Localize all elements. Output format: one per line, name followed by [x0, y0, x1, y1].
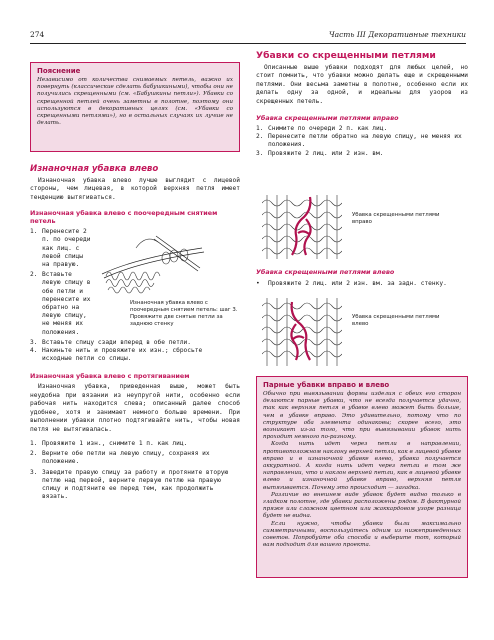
paragraph-twisted-decreases: Описанные выше убавки подходят для любых целей, но стоит помнить, что убавки можно делать еще и скрещенными петлями. Они весьма заметны в полотне, особенно если их делать одну за одной, и идеальны для узоров из скрещенных петель.: [256, 64, 468, 105]
heading-twisted-decreases: Убавки со скрещенными петлями: [256, 50, 436, 61]
twist-steps: [30, 440, 240, 501]
paired-decreases-box: [256, 376, 468, 578]
step-item: 1. Снимите по очереди 2 п. как лиц.: [256, 125, 388, 133]
step-item: 3. Провяжите 2 лиц. или 2 изн. вм.: [256, 149, 384, 157]
heading-twist-decrease: Изнаночная убавка влево с протягиванием: [30, 372, 190, 381]
note-box-text: Независимо от количества снимаемых петель, важно их повернуть (классические сделать бабушкиными), чтобы они не получились скрещенными (см. «Бабушкины петли»). Убавки со скрещенной петлей очень заметны в полотне, поэтому они используются в декоративных целях (см. «Убавки со скрещенными петлями»), но в остальных случаях их лучше не делать.: [37, 77, 233, 127]
note-box-title: Пояснение: [37, 67, 81, 75]
header-rule: [30, 43, 466, 44]
heading-alternate-slip: Изнаночная убавка влево с поочередным снятием петель: [30, 209, 218, 226]
heading-twisted-right: Убавка скрещенными петлями вправо: [256, 114, 399, 123]
note-box: [30, 62, 240, 152]
step-item: 2. Верните обе петли на левую спицу, сохраняя их положение.: [30, 450, 210, 466]
paired-paragraph: Обычно при вывязывании формы изделия с обеих его сторон делаются парные убавки, что не всегда получается удачно, так как верхняя петля в убавке влево может быть больше, чем в убавке вправо. Это удивительно, потому что по структуре оба элемента одинаковы; скорее всего, это возникает из-за того, что при вывязывании убавок нить проходит немного по-разному.: [263, 391, 461, 441]
figure-caption-twisted-right: Убавка скрещенными петлями вправо: [352, 212, 440, 225]
paired-box-title: Парные убавки вправо и влево: [263, 381, 390, 389]
step-item: 4. Накиньте нить и провяжите их изн.; сбросьте исходные петли со спицы.: [30, 347, 203, 363]
heading-twisted-left: Убавка скрещенными петлями влево: [256, 268, 395, 276]
step-item: 3. Заведите правую спицу за работу и протяните вторую петлю над первой, верните первую петлю на правую спицу и подтяните ее перед тем, как продолжить вязать.: [30, 468, 229, 501]
step-item: • Провяжите 2 лиц. или 2 изн. вм. за задн. стенку.: [256, 280, 447, 287]
twisted-left-steps: [256, 280, 468, 288]
illustration-twisted-left: [262, 298, 342, 366]
illustration-alt-slip: [96, 228, 208, 294]
step-item: 2. Вставьте левую спицу в обе петли и перенесите их обратно на левую спицу, не меняя их положения.: [30, 271, 91, 336]
paragraph-left-decrease: Изнаночная убавка влево лучше выглядит с лицевой стороны, чем лицевая, в которой верхняя петля имеет тенденцию вытягиваться.: [30, 177, 240, 201]
step-item: 2. Перенесите петли обратно на левую спицу, не меняя их положения.: [256, 133, 462, 149]
paragraph-twist-decrease: Изнаночная убавка, приведенная выше, может быть неудобна при вязании из неупругой нити, особенно если рабочая нить находится слева; описанный далее способ удобнее, хотя и занимает немного больше времени. При выполнении убавки плотно подтягивайте нить, чтобы новая петля не вытягивалась.: [30, 383, 240, 433]
illustration-twisted-right: [262, 195, 342, 259]
step-item: 1. Перенесите 2 п. по очереди как лиц. с левой спицы на правую.: [30, 228, 91, 269]
page-header: [30, 30, 466, 42]
paired-paragraph: Когда нить идет через петли в направлении, противоположном наклону верхней петли, как в лицевой убавке вправо и в изнаночной убавке влево, убавка получается аккуратной. А когда нить идет через петли в том же направлении, что и наклон верхней петли, как в лицевой убавке влево и изнаночной убавке вправо, верхняя петля вытягивается. Почему это происходит — загадка.: [263, 441, 461, 491]
paired-paragraph: Если нужно, чтобы убавки были максимально симметричными, воспользуйтесь одним из нижеприведенных советов. Попробуйте оба способа и выберите тот, который вам подходит для вашего проекта.: [263, 520, 461, 549]
step-item: 1. Провяжите 1 изн., снимите 1 п. как лиц.: [30, 439, 188, 447]
figure-caption-twisted-left: Убавка скрещенными петлями влево: [352, 314, 440, 327]
running-head: Часть III Декоративные техники: [328, 30, 466, 39]
heading-left-decrease: Изнаночная убавка влево: [30, 164, 159, 174]
figure-caption-alt-slip: Изнаночная убавка влево с поочередным снятием петель: шаг 3. Провяжите две снятые петли за заднюю стенку: [130, 300, 238, 327]
right-column: [256, 50, 468, 158]
page-number: 274: [30, 30, 45, 39]
twisted-right-steps: [256, 125, 468, 158]
paired-box-text: [263, 391, 461, 549]
paired-paragraph: Различие во внешнем виде убавок будет видно только в гладком полотне, где убавки расположены рядом. В фактурной пряже или сложном цветном или жаккардовом узоре разница будет не видна.: [263, 491, 461, 520]
step-item: 3. Вставьте спицу сзади вперед в обе петли.: [30, 338, 192, 346]
